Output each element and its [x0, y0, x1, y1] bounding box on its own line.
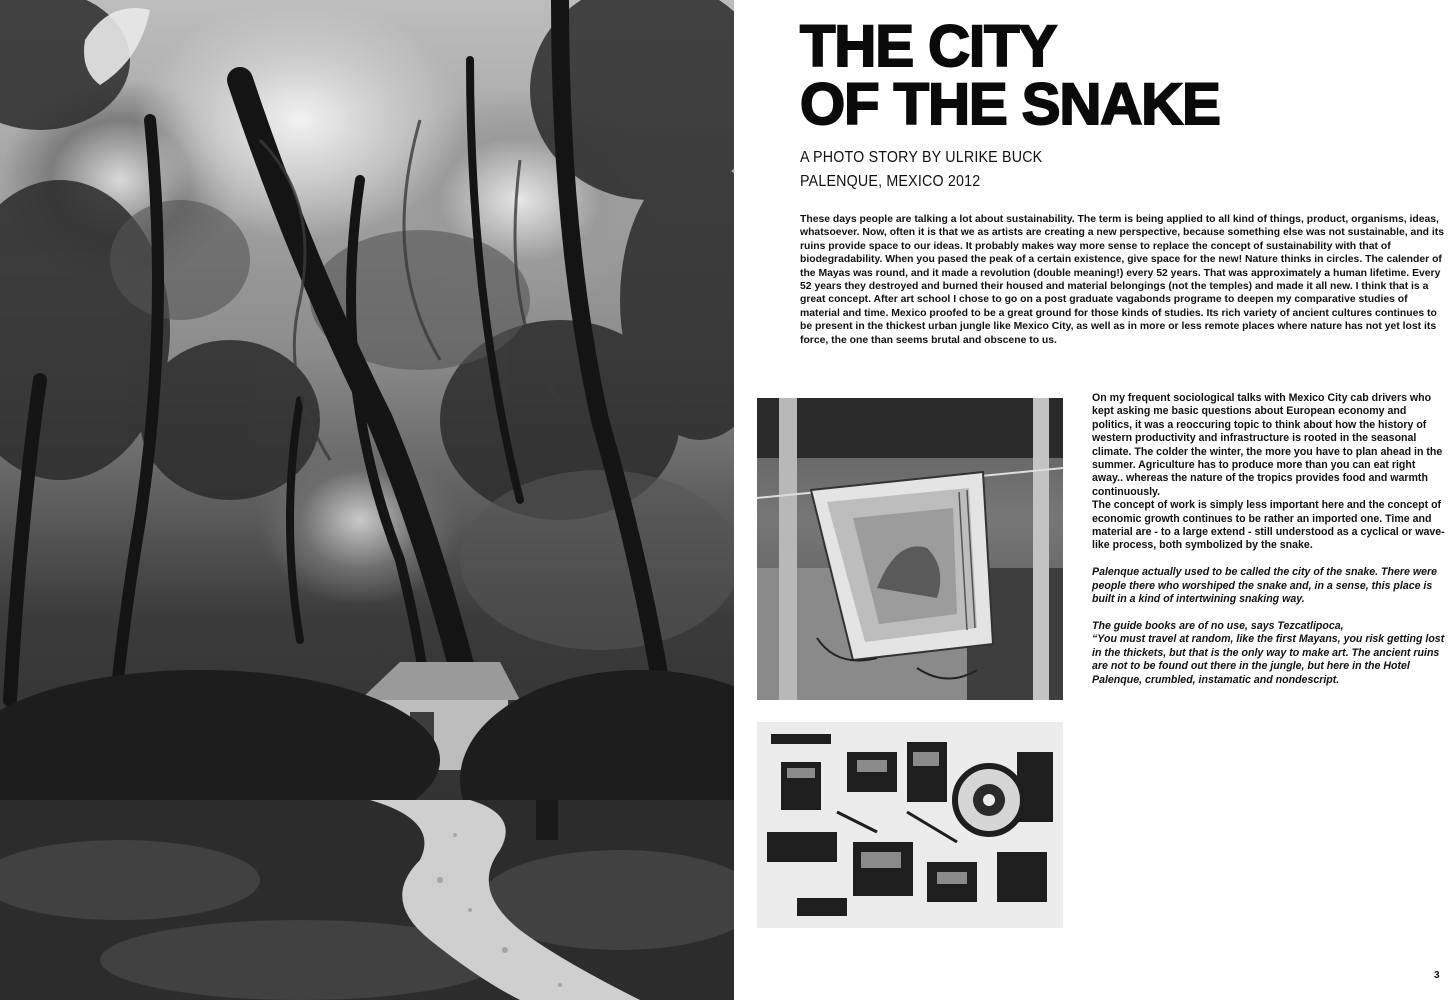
- title-line-1: THE CITY: [800, 14, 1057, 79]
- quote-paragraph-2: “You must travel at random, like the first Mayans, you risk getting lost in the thickets, but that is the only way to make art. The ancient ruins are not to be found out there in the jungle, but here in the Hotel Palenque, crumbled, instamatic and nondescript.: [1092, 633, 1445, 686]
- page-number: 3: [1434, 970, 1440, 981]
- body-paragraph-1: On my frequent sociological talks with Mexico City cab drivers who kept asking me basic questions about European economy and politics, it was a reoccuring topic to think about how the history of western productivity and infrastructure is rooted in the seasonal climate. The colder the winter, the more you have to plan ahead in the summer. Agriculture has to produce more than you can eat right away.. whereas the nature of the tropics provides food and warmth continuously.: [1092, 392, 1443, 498]
- location-date: PALENQUE, MEXICO 2012: [800, 173, 981, 190]
- banner-illustration: [757, 398, 1063, 700]
- byline: A PHOTO STORY BY ULRIKE BUCK: [800, 149, 1043, 166]
- title-line-2: OF THE SNAKE: [800, 72, 1220, 137]
- article-title: [800, 14, 1220, 137]
- codex-illustration: [757, 722, 1063, 928]
- body-column: [1092, 392, 1446, 700]
- quote-intro: The guide books are of no use, says Tezcatlipoca,: [1092, 619, 1344, 632]
- body-paragraph-2: The concept of work is simply less important here and the concept of economic growth continues to be rather an imported one. Time and material are - to a large extend - still understood as a cyclical or wave-like process, both symbolized by the snake.: [1092, 499, 1445, 552]
- hanging-banner-photo: [757, 398, 1063, 700]
- subtitle-block: [800, 146, 1042, 194]
- quote-paragraph-1: Palenque actually used to be called the city of the snake. There were people there who worshiped the snake and, in a sense, this place is built in a kind of intertwining snaking way.: [1092, 566, 1438, 606]
- intro-paragraph: These days people are talking a lot about sustainability. The term is being applied to all kind of things, product, organisms, ideas, whatsoever. Now, often it is that we as artists are creating a new perspective, because something else was not sustainable, and its ruins provide space to our ideas. It probably makes way more sense to replace the concept of sustainability with that of biodegradability. When you pased the peak of a certain existence, give space for the new! Nature thinks in circles. The calender of the Mayas was round, and it made a revolution (double meaning!) every 52 years. That was approximately a human lifetime. Every 52 years they destroyed and burned their housed and material belongings (not the temples) and made it all new. I think that is a great concept. After art school I chose to go on a post graduate vagabonds programe to deepen my comparative studies of material and time. Mexico proofed to be a great ground for those kinds of studies. Its rich variety of ancient cultures continues to be present in the thickest urban jungle like Mexico City, as well as in more or less remote places where nature has not yet lost its force, the one than seems brutal and obscene to us.: [800, 214, 1445, 346]
- maya-codex-photo: [757, 722, 1063, 928]
